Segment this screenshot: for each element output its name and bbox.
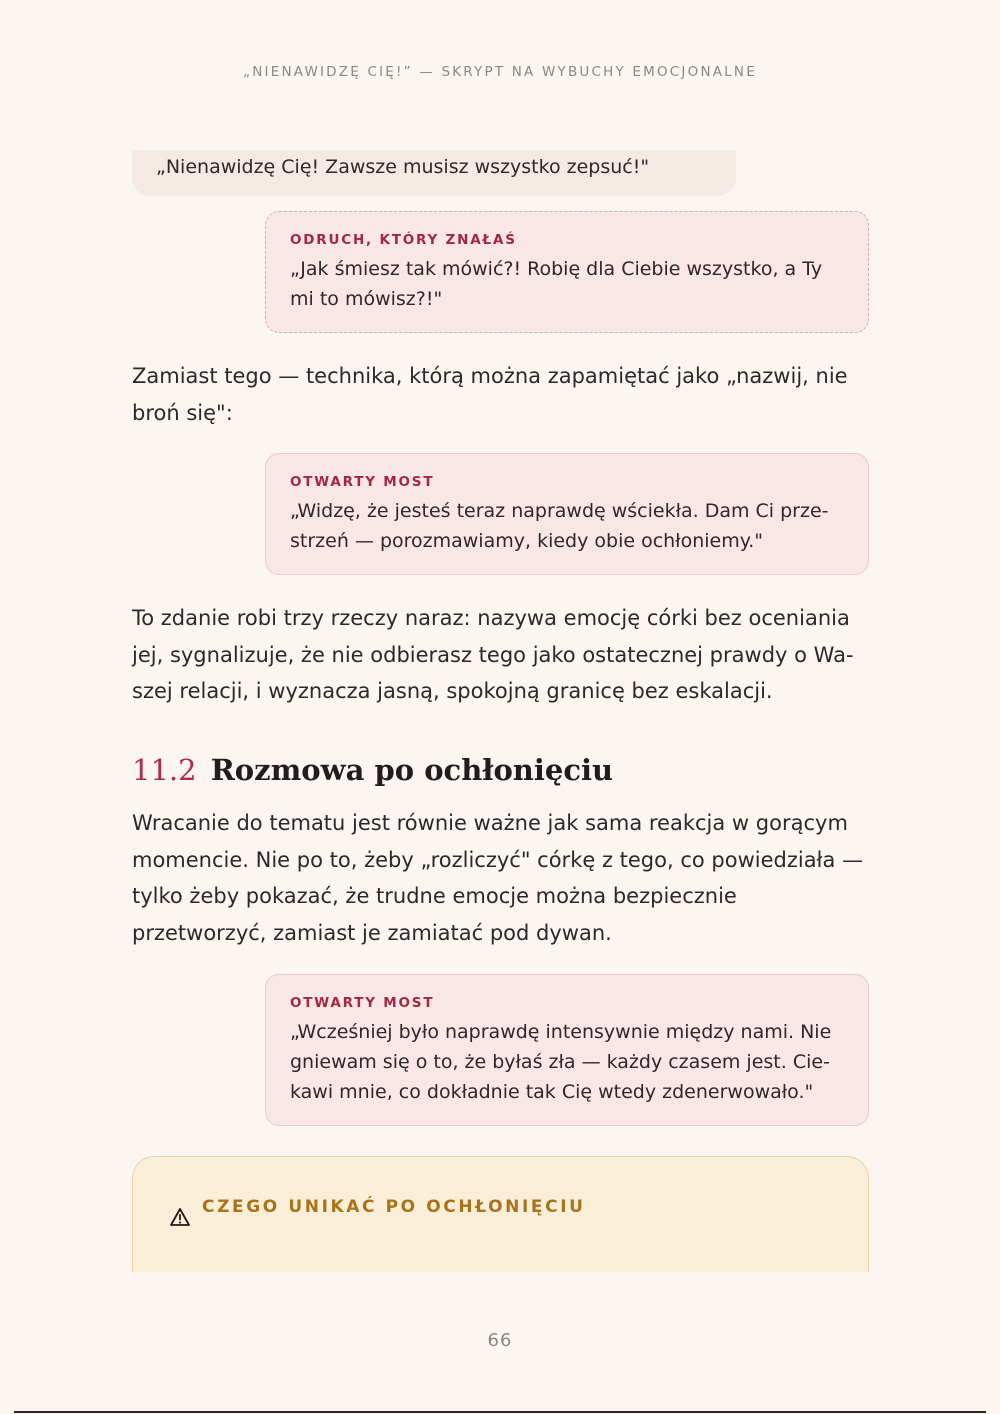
reflex-callout xyxy=(265,211,869,333)
daughter-quote-bubble xyxy=(132,150,736,196)
callout-label: ODRUCH, KTÓRY ZNAŁAŚ xyxy=(290,232,517,248)
bottom-rule xyxy=(14,1411,986,1413)
open-bridge-callout xyxy=(265,974,869,1126)
paragraph-returning: Wracanie do tematu jest równie ważne jak sama reakcja w gorącym momencie. Nie po to, żeby „rozliczyć" córkę z tego, co powiedziała — tylko żeby pokazać, że trudne emocje można bezpiecznie przetworzyć, zamiast je zamiatać pod dywan. xyxy=(132,811,864,945)
callout-text: „Wcześniej było naprawdę intensywnie między nami. Nie gniewam się o to, że byłaś zła — każdy czasem jest. Cie-kawi mnie, co dokładnie tak Cię wtedy zdenerwowało." xyxy=(290,1021,832,1103)
open-bridge-callout xyxy=(265,453,869,575)
page-number: 66 xyxy=(487,1330,513,1351)
daughter-quote-text: „Nienawidzę Cię! Zawsze musisz wszystko zepsuć!" xyxy=(156,156,650,178)
paragraph-instead: Zamiast tego — technika, którą można zapamiętać jako „nazwij, nie broń się": xyxy=(132,364,848,425)
section-title: Rozmowa po ochłonięciu xyxy=(210,753,614,787)
callout-text: „Widzę, że jesteś teraz naprawdę wściekła. Dam Ci prze-strzeń — porozmawiamy, kiedy obie ochłoniemy." xyxy=(290,500,829,552)
warning-box xyxy=(132,1156,869,1272)
paragraph-three-things: To zdanie robi trzy rzeczy naraz: nazywa emocję córki bez oceniania jej, sygnalizuje, że nie odbierasz tego jako ostatecznej prawdy o Wa-szej relacji, i wyznacza jasną, spokojną granicę bez eskalacji. xyxy=(132,606,854,703)
section-number: 11.2 xyxy=(132,753,197,787)
callout-label: OTWARTY MOST xyxy=(290,474,435,490)
callout-text: „Jak śmiesz tak mówić?! Robię dla Ciebie wszystko, a Ty mi to mówisz?!" xyxy=(290,258,823,310)
callout-label: OTWARTY MOST xyxy=(290,995,435,1011)
section-heading xyxy=(132,748,613,792)
running-header: „NIENAWIDZĘ CIĘ!” — SKRYPT NA WYBUCHY EMOCJONALNE xyxy=(243,64,757,80)
warning-triangle-icon xyxy=(170,1207,190,1227)
warning-title: CZEGO UNIKAĆ PO OCHŁONIĘCIU xyxy=(202,1197,586,1217)
